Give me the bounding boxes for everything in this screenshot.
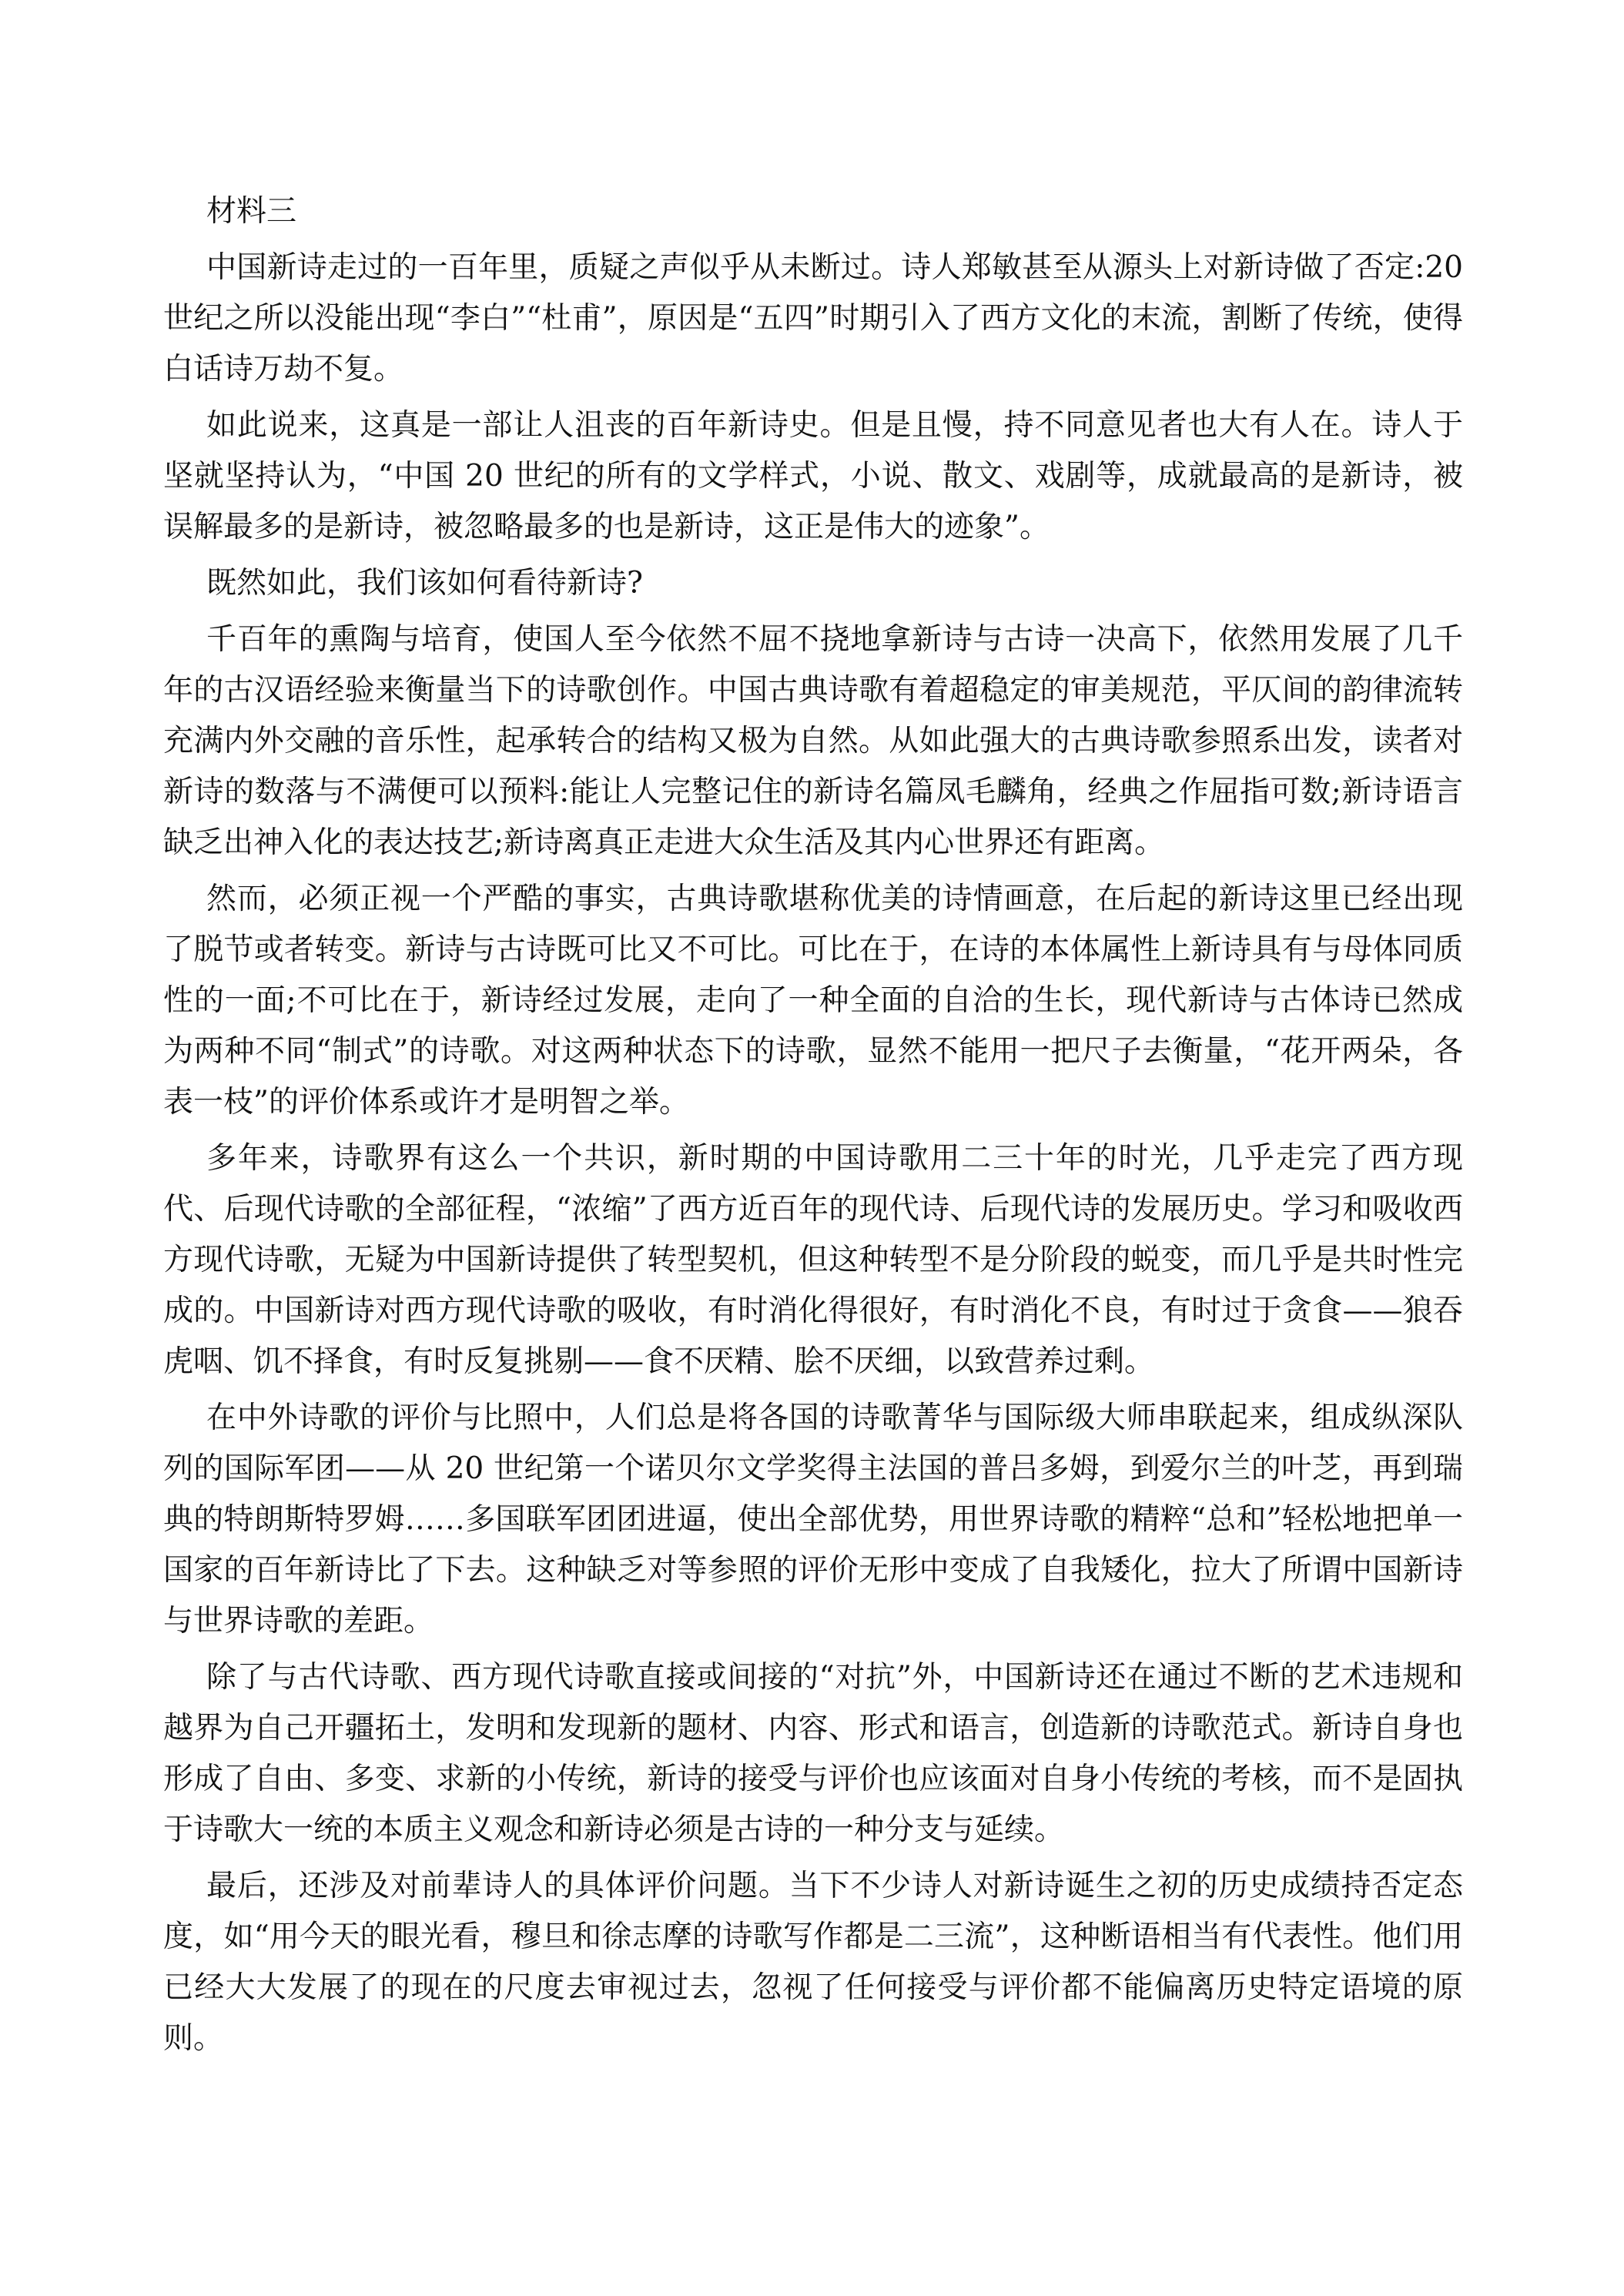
paragraph-8: 除了与古代诗歌、西方现代诗歌直接或间接的“对抗”外，中国新诗还在通过不断的艺术违规和越界为自己开疆拓土，发明和发现新的题材、内容、形式和语言，创造新的诗歌范式。新诗自身也形成了自由、多变、求新的小传统，新诗的接受与评价也应该面对自身小传统的考核，而不是固执于诗歌大一统的本质主义观念和新诗必须是古诗的一种分支与延续。 [163, 1660, 1463, 1847]
paragraph-3: 既然如此，我们该如何看待新诗? [206, 566, 643, 601]
paragraph-9: 最后，还涉及对前辈诗人的具体评价问题。当下不少诗人对新诗诞生之初的历史成绩持否定态度，如“用今天的眼光看，穆旦和徐志摩的诗歌写作都是二三流”，这种断语相当有代表性。他们用已经大大发展了的现在的尺度去审视过去，忽视了任何接受与评价都不能偏离历史特定语境的原则。 [163, 1869, 1463, 2056]
paragraph-7: 在中外诗歌的评价与比照中，人们总是将各国的诗歌菁华与国际级大师串联起来，组成纵深队列的国际军团——从 20 世纪第一个诺贝尔文学奖得主法国的普吕多姆，到爱尔兰的叶芝，再到瑞典的特朗斯特罗姆……多国联军团团进逼，使出全部优势，用世界诗歌的精粹“总和”轻松地把单一国家的百年新诗比了下去。这种缺乏对等参照的评价无形中变成了自我矮化，拉大了所谓中国新诗与世界诗歌的差距。 [163, 1401, 1463, 1638]
paragraph-5: 然而，必须正视一个严酷的事实，古典诗歌堪称优美的诗情画意，在后起的新诗这里已经出现了脱节或者转变。新诗与古诗既可比又不可比。可比在于，在诗的本体属性上新诗具有与母体同质性的一面;不可比在于，新诗经过发展，走向了一种全面的自洽的生长，现代新诗与古体诗已然成为两种不同“制式”的诗歌。对这两种状态下的诗歌，显然不能用一把尺子去衡量，“花开两朵，各表一枝”的评价体系或许才是明智之举。 [163, 882, 1463, 1120]
paragraph-1: 中国新诗走过的一百年里，质疑之声似乎从未断过。诗人郑敏甚至从源头上对新诗做了否定:20 世纪之所以没能出现“李白”“杜甫”，原因是“五四”时期引入了西方文化的末流，割断了传统，使得白话诗万劫不复。 [163, 250, 1463, 387]
document-body [163, 186, 1463, 2070]
paragraph-4: 千百年的熏陶与培育，使国人至今依然不屈不挠地拿新诗与古诗一决高下，依然用发展了几千年的古汉语经验来衡量当下的诗歌创作。中国古典诗歌有着超稳定的审美规范，平仄间的韵律流转充满内外交融的音乐性，起承转合的结构又极为自然。从如此强大的古典诗歌参照系出发，读者对新诗的数落与不满便可以预料:能让人完整记住的新诗名篇凤毛麟角，经典之作屈指可数;新诗语言缺乏出神入化的表达技艺;新诗离真正走进大众生活及其内心世界还有距离。 [163, 622, 1463, 860]
section-title: 材料三 [206, 194, 297, 229]
paragraph-2: 如此说来，这真是一部让人沮丧的百年新诗史。但是且慢，持不同意见者也大有人在。诗人于坚就坚持认为，“中国 20 世纪的所有的文学样式，小说、散文、戏剧等，成就最高的是新诗，被误解最多的是新诗，被忽略最多的也是新诗，这正是伟大的迹象”。 [163, 408, 1463, 544]
paragraph-6: 多年来，诗歌界有这么一个共识，新时期的中国诗歌用二三十年的时光，几乎走完了西方现代、后现代诗歌的全部征程，“浓缩”了西方近百年的现代诗、后现代诗的发展历史。学习和吸收西方现代诗歌，无疑为中国新诗提供了转型契机，但这种转型不是分阶段的蜕变，而几乎是共时性完成的。中国新诗对西方现代诗歌的吸收，有时消化得很好，有时消化不良，有时过于贪食——狼吞虎咽、饥不择食，有时反复挑剔——食不厌精、脍不厌细，以致营养过剩。 [163, 1141, 1463, 1379]
